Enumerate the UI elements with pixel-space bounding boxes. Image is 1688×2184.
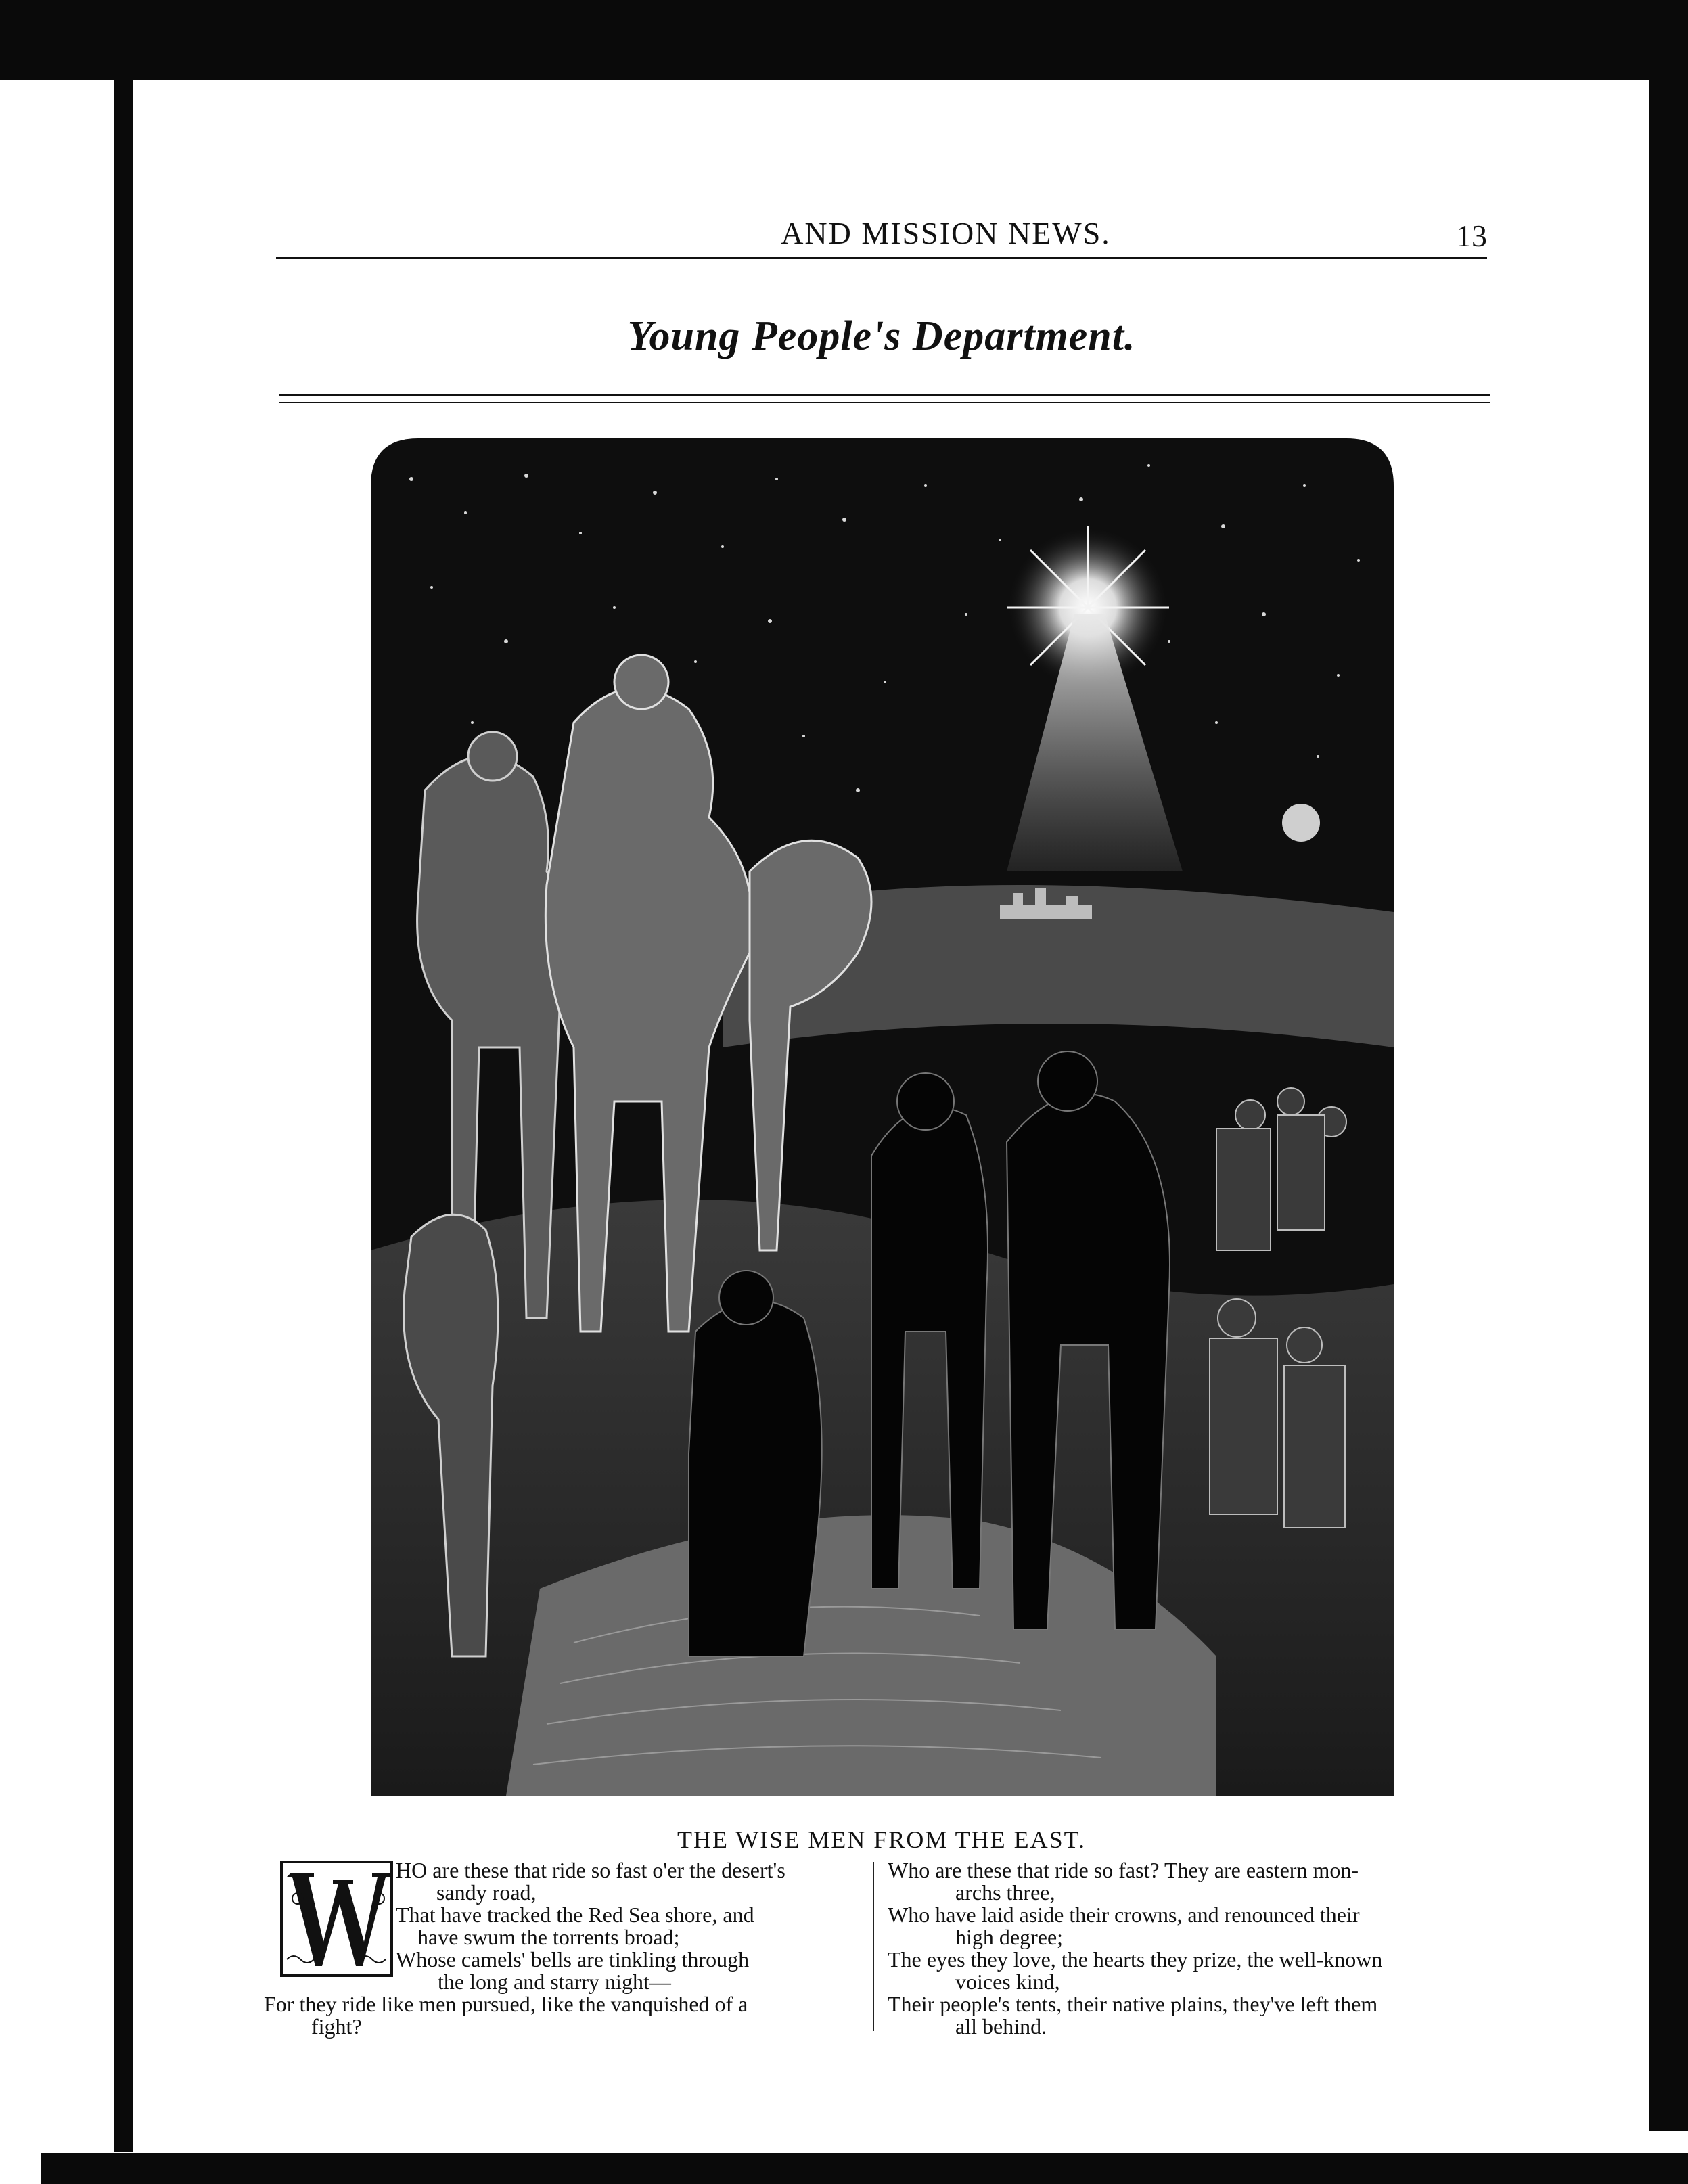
section-title: Young People's Department. bbox=[627, 313, 1136, 359]
running-head bbox=[276, 215, 1487, 253]
poem-left-column bbox=[396, 1859, 863, 1993]
poem-line: all behind. bbox=[955, 2014, 1047, 2039]
bottom-scan-border bbox=[41, 2153, 1688, 2184]
top-scan-border bbox=[0, 0, 1688, 80]
section-rule-top bbox=[279, 394, 1490, 396]
poem-line: Who are these that ride so fast? They are eastern mon- bbox=[888, 1858, 1359, 1882]
poem-line: high degree; bbox=[955, 1925, 1064, 1949]
poem-line: have swum the torrents broad; bbox=[417, 1925, 680, 1949]
poem-line: voices kind, bbox=[955, 1970, 1060, 1994]
poem-line: the long and starry night— bbox=[438, 1970, 671, 1994]
poem-line: HO are these that ride so fast o'er the desert's bbox=[396, 1858, 785, 1882]
header-rule bbox=[276, 257, 1487, 259]
poem-right-column bbox=[888, 1859, 1490, 2038]
poem-line: fight? bbox=[311, 2014, 362, 2039]
wise-men-engraving bbox=[371, 438, 1394, 1796]
section-rule-bottom bbox=[279, 402, 1490, 403]
poem-line: That have tracked the Red Sea shore, and bbox=[396, 1903, 754, 1927]
decorative-initial-w bbox=[277, 1858, 396, 1980]
poem-line: sandy road, bbox=[436, 1880, 537, 1905]
distant-moon bbox=[1282, 804, 1320, 842]
poem-line: For they ride like men pursued, like the vanquished of a bbox=[264, 1992, 748, 2016]
poem-line: Who have laid aside their crowns, and renounced their bbox=[888, 1903, 1360, 1927]
poem-line: archs three, bbox=[955, 1880, 1055, 1905]
right-margin-rule bbox=[1649, 68, 1688, 2131]
poem-left-tail bbox=[264, 1993, 866, 2038]
column-divider bbox=[873, 1862, 874, 2031]
poem-line: Whose camels' bells are tinkling through bbox=[396, 1947, 750, 1972]
poem-line: The eyes they love, the hearts they prize, the well-known bbox=[888, 1947, 1383, 1972]
left-margin-rule bbox=[114, 68, 133, 2152]
poem-line: Their people's tents, their native plains, they've left them bbox=[888, 1992, 1378, 2016]
page-number: 13 bbox=[1456, 219, 1487, 253]
running-title: AND MISSION NEWS. bbox=[781, 216, 1111, 250]
illustration-caption: THE WISE MEN FROM THE EAST. bbox=[677, 1826, 1086, 1853]
